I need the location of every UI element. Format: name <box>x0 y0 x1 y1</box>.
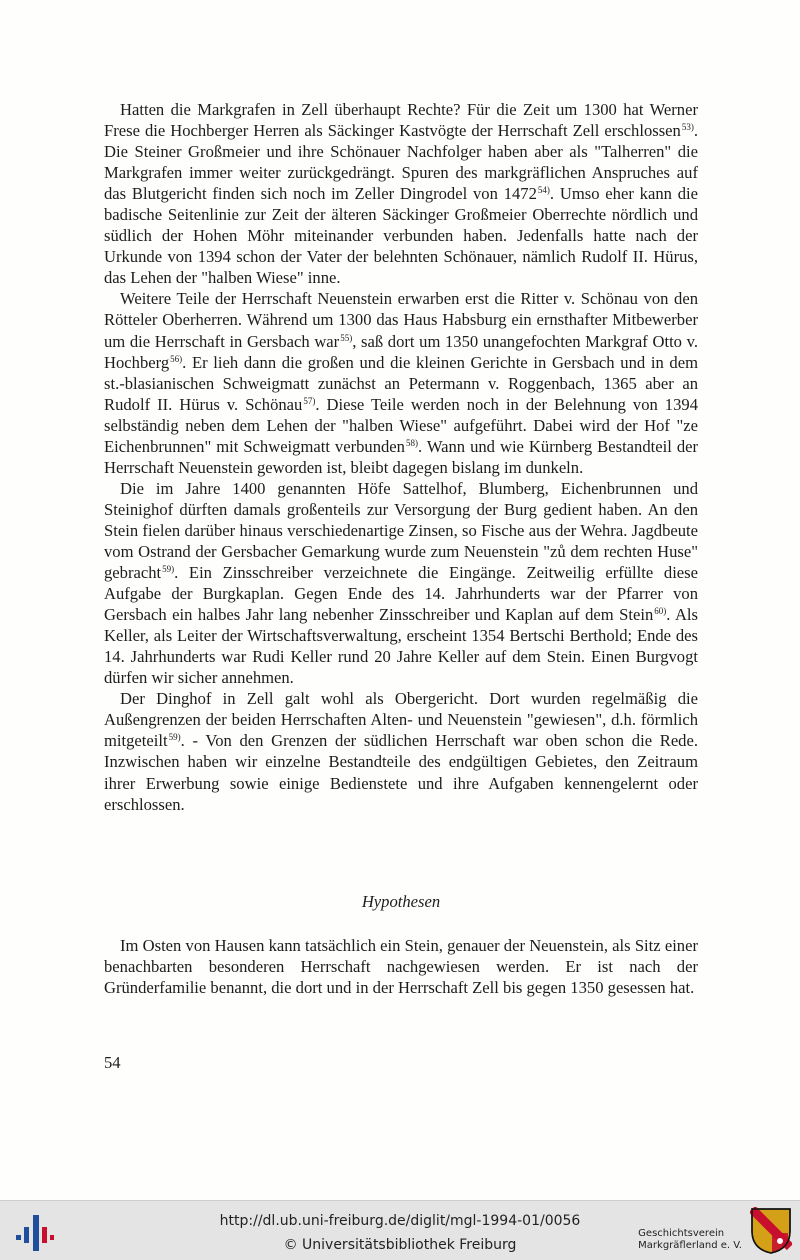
footnote-reference[interactable]: 60) <box>654 606 667 617</box>
paragraph-text: . Diese Teile werden noch in der Belehnung von 1394 selbständig neben dem Lehen der "halben Wiese" aufgeführt. Dabei wird der Hof "ze Eichenbrunnen" mit Schweigmatt verbunden <box>104 394 698 456</box>
paragraph-text: Der Dinghof in Zell galt wohl als Obergericht. Dort wurden regelmäßig die Außengrenzen der beiden Herrschaften Alten- und Neuenstein "gewiesen", d.h. förmlich mitgeteilt <box>104 689 698 751</box>
paragraph-text: . Er lieh dann die großen und die kleinen Gerichte in Gersbach und in dem st.-blasianischen Schweigmatt zunächst an Petermann v. Roggenbach, 1365 aber an Rudolf II. Hürus v. Schönau <box>104 352 698 414</box>
footnote-reference[interactable]: 56) <box>170 353 183 364</box>
paragraphs2-paragraph-1 <box>104 935 698 998</box>
page-number: 54 <box>104 1053 121 1072</box>
section-heading: Hypothesen <box>361 892 441 911</box>
footnote-reference[interactable]: 58) <box>405 437 418 448</box>
footnote-reference[interactable]: 59) <box>168 732 181 743</box>
paragraph-text: . Wann und wie Kürnberg Bestandteil der Herrschaft Neuenstein geworden ist, bleibt dagegen bislang im dunkeln. <box>104 436 699 477</box>
society-line-2: Markgräflerland e. V. <box>638 1240 742 1251</box>
footer-society <box>638 1228 742 1252</box>
paragraphs-paragraph-3 <box>104 478 698 688</box>
paragraph-text: . Ein Zinsschreiber verzeichnete die Eingänge. Zeitweilig erfüllte diese Aufgabe der Burgkaplan. Gegen Ende des 14. Jahrhunderts war der Pfarrer von Gersbach ein halbes Jahr lang nebenher Zinsschreiber und Kaplan auf dem Stein <box>104 563 698 625</box>
paragraphs-paragraph-2 <box>104 288 698 477</box>
markgraeflerland-crest-icon <box>750 1207 792 1255</box>
footnote-reference[interactable]: 57) <box>303 395 316 406</box>
paragraph-text: . Umso eher kann die badische Seitenlinie zur Zeit der älteren Säckinger Großmeier Oberrechte nördlich und südlich der Hohen Möhr miteinander verbunden haben. Jedenfalls hatte nach der Urkunde von 1394 schon der Vater der belehnten Schönauer, nämlich Rudolf II. Hürus, das Lehen der "halben Wiese" inne. <box>104 184 699 288</box>
society-line-1: Geschichtsverein <box>638 1228 725 1239</box>
body-text <box>104 99 698 815</box>
footer-bar <box>0 1200 800 1260</box>
footnote-reference[interactable]: 59) <box>162 564 175 575</box>
body-text-hypothesen <box>104 935 698 998</box>
footnote-reference[interactable]: 54) <box>537 185 550 196</box>
paragraphs-paragraph-1 <box>104 99 698 288</box>
paragraph-text: Weitere Teile der Herrschaft Neuenstein erwarben erst die Ritter v. Schönau von den Rötteler Oberherren. Während um 1300 das Haus Habsburg ein ernsthafter Mitbewerber um die Herrschaft in Gersbach war <box>104 289 698 351</box>
footnote-reference[interactable]: 53) <box>681 122 694 133</box>
paragraph-text: . Die Steiner Großmeier und ihre Schönauer Nachfolger haben aber als "Talherren" die Markgrafen immer weiter zurückgedrängt. Spuren des markgräflichen Anspruches auf das Blutgericht finden sich noch im Zeller Dingrodel von 1472 <box>104 121 698 204</box>
footer-copyright: © Universitätsbibliothek Freiburg <box>283 1237 517 1253</box>
paragraph-text: . - Von den Grenzen der südlichen Herrschaft war oben schon die Rede. Inzwischen haben wir einzelne Bestandteile des endgültigen Gebietes, den Zeitraum ihrer Erwerbung sowie einige Bedienstete und ihre Aufgaben kennengelernt oder erschlossen. <box>104 731 698 814</box>
permalink-link[interactable]: http://dl.ub.uni-freiburg.de/diglit/mgl-1994-01/0056 <box>219 1213 581 1229</box>
paragraph-text: Hatten die Markgrafen in Zell überhaupt Rechte? Für die Zeit um 1300 hat Werner Frese die Hochberger Herren als Säckinger Kastvögte der Herrschaft Zell erschlossen <box>104 100 698 141</box>
paragraph-text: Im Osten von Hausen kann tatsächlich ein Stein, genauer der Neuenstein, als Sitz einer benachbarten besonderen Herrschaft nachgewiesen werden. Er ist nach der Gründerfamilie benannt, die dort und in der Herrschaft Zell bis gegen 1350 gesessen hat. <box>104 936 698 998</box>
paragraph-text: Die im Jahre 1400 genannten Höfe Sattelhof, Blumberg, Eichenbrunnen und Steinighof dürften damals großenteils zur Versorgung der Burg gedient haben. An den Stein fielen darüber hinaus verschiedenartige Zinsen, so Fische aus der Wehra. Jagdbeute vom Ostrand der Gersbacher Gemarkung wurde zum Neuenstein "zů dem rechten Huse" gebracht <box>104 478 698 583</box>
paragraphs-paragraph-4 <box>104 688 698 814</box>
footnote-reference[interactable]: 55) <box>340 332 353 343</box>
footer-url[interactable] <box>0 1213 800 1229</box>
paragraph-text: , saß dort um 1350 unangefochten Markgraf Otto v. Hochberg <box>104 331 698 372</box>
paragraph-text: . Als Keller, als Leiter der Wirtschaftsverwaltung, erscheint 1354 Bertschi Berthold; Ende des 14. Jahrhunderts war Rudi Keller rund 20 Jahre Keller auf dem Stein. Einen Burgvogt dürfen wir sicher annehmen. <box>104 605 698 688</box>
